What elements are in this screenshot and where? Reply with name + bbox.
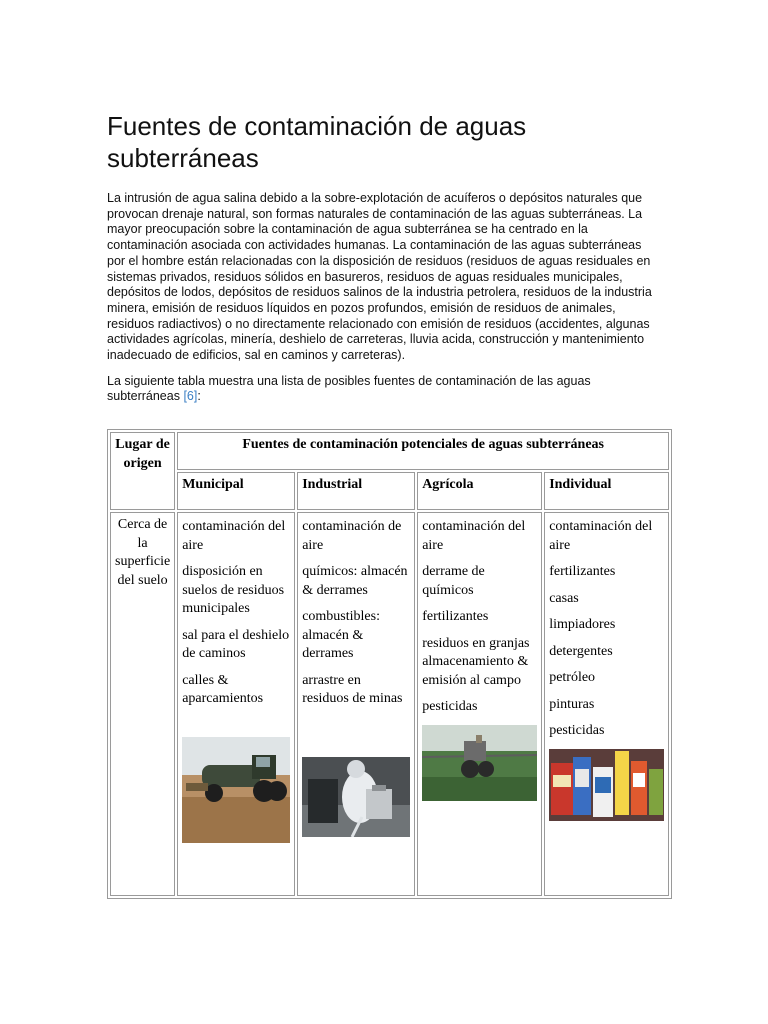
chemical-spill-worker-photo (302, 757, 410, 837)
list-item: disposición en suelos de residuos municipales (182, 564, 285, 616)
page-title: Fuentes de contaminación de aguas subterráneas (107, 111, 527, 173)
table-intro-paragraph (107, 374, 662, 405)
list-item: químicos: almacén & derrames (302, 564, 408, 598)
list-item: sal para el deshielo de caminos (182, 627, 290, 661)
list-item: contaminación del aire (549, 519, 653, 553)
table-row (110, 512, 669, 896)
category-header-municipal: Municipal (177, 472, 295, 510)
list-item: petróleo (549, 670, 596, 685)
category-header-row (110, 472, 669, 510)
list-item: contaminación de aire (302, 519, 402, 553)
category-header-individual: Individual (544, 472, 669, 510)
list-item: calles & aparcamientos (182, 672, 264, 706)
list-item: contaminación del aire (422, 519, 526, 553)
list-item: pesticidas (549, 723, 605, 738)
sources-header: Fuentes de contaminación potenciales de aguas subterráneas (177, 432, 669, 470)
household-chemicals-photo (549, 749, 664, 821)
list-item: pesticidas (422, 699, 478, 714)
list-item: contaminación del aire (182, 519, 286, 553)
origin-header: Lugar de origen (110, 432, 175, 510)
list-item: combustibles: almacén & derrames (302, 609, 380, 661)
category-header-agricola: Agrícola (417, 472, 542, 510)
contamination-sources-table (107, 429, 672, 899)
individual-cell (544, 512, 669, 896)
document-page (107, 110, 662, 415)
agricola-cell (417, 512, 542, 896)
industrial-cell (297, 512, 415, 896)
list-item: limpiadores (549, 617, 616, 632)
category-header-industrial: Industrial (297, 472, 415, 510)
table-intro-colon: : (197, 389, 201, 404)
table-header-row (110, 432, 669, 470)
intro-paragraph: La intrusión de agua salina debido a la sobre-explotación de acuíferos o depósitos naturales que provocan drenaje natural, son formas naturales de contaminación de las aguas subterráneas. La mayor preocupación sobre la contaminación de agua subterránea se ha centrado en la contaminación asociada con actividades humanas. La contaminación de las aguas subterráneas por el hombre están relacionadas con la disposición de residuos (residuos de aguas residuales en sistemas privados, residuos sólidos en basureros, residuos de aguas residuales municipales, depósitos de lodos, depósitos de residuos salinos de la industria petrolera, residuos de la industria minera, emisión de residuos líquidos en pozos profundos, emisión de residuos de animales, residuos radiactivos) o no directamente relacionado con emisión de residuos (accidentes, algunas actividades agrícolas, minería, deshielo de carreteras, lluvia acida, construcción y mantenimiento inadecuado de edificios, sal en caminos y carreteras). (107, 191, 652, 363)
table-intro-text: La siguiente tabla muestra una lista de posibles fuentes de contaminación de las aguas subterráneas (107, 373, 591, 404)
list-item: detergentes (549, 643, 613, 659)
list-item: residuos en granjas almacenamiento & emisión al campo (422, 635, 530, 688)
tractor-spraying-field-photo (422, 725, 537, 801)
origin-cell: Cerca de la superficie del suelo (110, 512, 175, 896)
list-item: casas (549, 590, 579, 606)
municipal-cell (177, 512, 295, 896)
list-item: arrastre en residuos de minas (302, 672, 403, 706)
list-item: derrame de químicos (422, 564, 485, 598)
list-item: pinturas (549, 696, 595, 712)
list-item: fertilizantes (422, 609, 489, 624)
tanker-truck-photo (182, 737, 290, 843)
reference-link[interactable]: [6] (183, 389, 198, 404)
list-item: fertilizantes (549, 564, 616, 579)
